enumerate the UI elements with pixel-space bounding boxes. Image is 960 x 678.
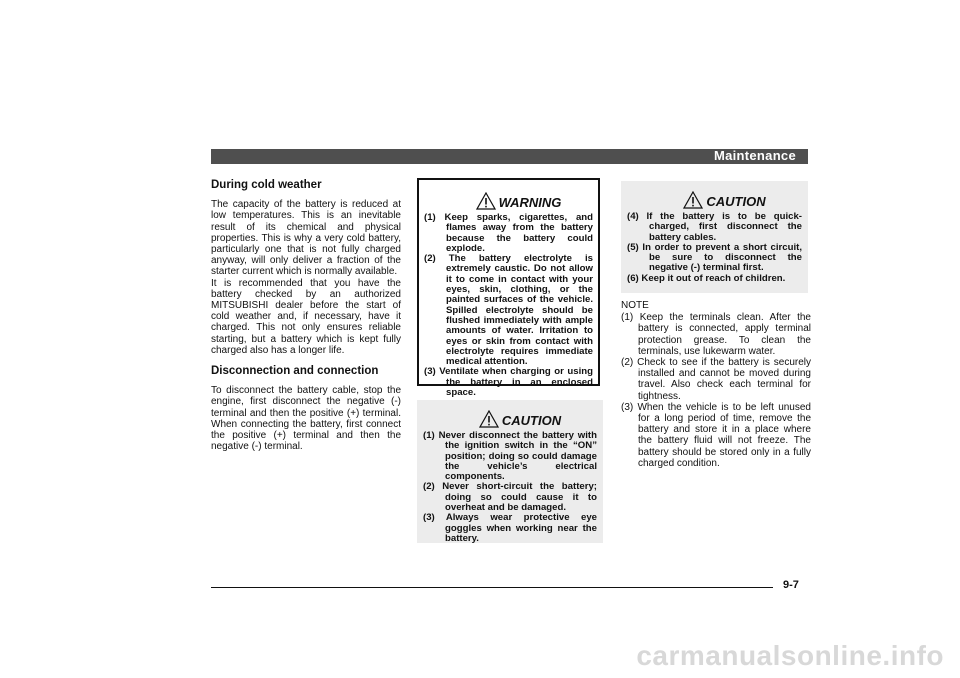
left-column	[211, 180, 401, 452]
caution-title-text: CAUTION	[706, 194, 766, 209]
caution-list	[423, 431, 597, 544]
paragraph-cold-capacity: The capacity of the battery is reduced at low temperatures. This is an inevitable result of its chemical and physical properties. This is why a very cold battery, particularly one that is not fully charged anyway, will only deliver a fraction of the starter current which is normally available.	[211, 199, 401, 278]
warning-list	[424, 213, 593, 398]
caution-box-2	[621, 181, 808, 293]
warning-item: (3) Ventilate when charging or using the battery in an enclosed space.	[424, 366, 593, 399]
note-label: NOTE	[621, 300, 649, 311]
caution-list	[627, 212, 802, 284]
warning-title	[444, 192, 593, 210]
caution-box-1	[417, 400, 603, 543]
watermark: carmanualsonline.info	[636, 640, 944, 671]
heading-cold-weather: During cold weather	[211, 179, 322, 191]
warning-item: (2) The battery electrolyte is extremely caustic. Do not allow it to come in contact with your eyes, skin, clothing, or the painted surfaces of the vehicle. Spilled electrolyte should be flushed immediately with ample amounts of water. Irritation to eyes or skin from contact with electrolyte requires immediate medical attention.	[424, 253, 593, 368]
warning-item: (1) Keep sparks, cigarettes, and flames away from the battery because the battery could explode.	[424, 212, 593, 254]
footer-rule	[211, 587, 773, 588]
page-number: 9-7	[783, 579, 799, 591]
caution-item: (1) Never disconnect the battery with the ignition switch in the “ON” position; doing so could damage the vehicle’s electrical components.	[423, 430, 597, 483]
note-item: (2) Check to see if the battery is securely installed and cannot be moved during travel. Also check each terminal for tightness.	[621, 357, 811, 402]
section-title: Maintenance	[713, 148, 796, 163]
paragraph-disconnection: To disconnect the battery cable, stop the engine, first disconnect the negative (-) terminal and then the positive (+) terminal. When connecting the battery, first connect the positive (+) terminal and then the negative (-) terminal.	[211, 385, 401, 453]
note-item: (1) Keep the terminals clean. After the battery is connected, apply terminal protection grease. To clean the terminals, use lukewarm water.	[621, 312, 811, 357]
caution-item: (5) In order to prevent a short circuit, be sure to disconnect the negative (-) terminal first.	[627, 241, 802, 274]
caution-title-text: CAUTION	[501, 413, 562, 428]
caution-triangle-icon	[683, 191, 703, 209]
note-list	[621, 312, 811, 469]
caution-title	[443, 410, 597, 428]
heading-disconnection: Disconnection and connection	[211, 365, 379, 378]
paragraph-cold-recommendation: It is recommended that you have the battery checked by an authorized MITSUBISHI dealer before the start of cold weather and, if necessary, have it charged. This not only ensures reliable starting, but a battery which is kept fully charged also has a longer life.	[211, 277, 401, 356]
caution-item: (3) Always wear protective eye goggles when working near the battery.	[423, 512, 597, 544]
caution-item: (2) Never short-circuit the battery; doing so could cause it to overheat and be damaged.	[423, 481, 597, 514]
caution-item: (6) Keep it out of reach of children.	[627, 272, 786, 284]
caution-item: (4) If the battery is to be quick-charged, first disconnect the battery cables.	[627, 211, 802, 243]
caution-title	[647, 191, 802, 209]
warning-title-text: WARNING	[498, 195, 562, 210]
note-item: (3) When the vehicle is to be left unused for a long period of time, remove the battery and store it in a place where the battery fluid will not freeze. The battery should be stored only in a fully charged condition.	[621, 401, 811, 469]
warning-triangle-icon	[476, 192, 496, 210]
note-section	[621, 300, 811, 469]
warning-box	[417, 178, 600, 399]
caution-triangle-icon	[479, 410, 499, 428]
section-header-bar	[211, 149, 808, 164]
